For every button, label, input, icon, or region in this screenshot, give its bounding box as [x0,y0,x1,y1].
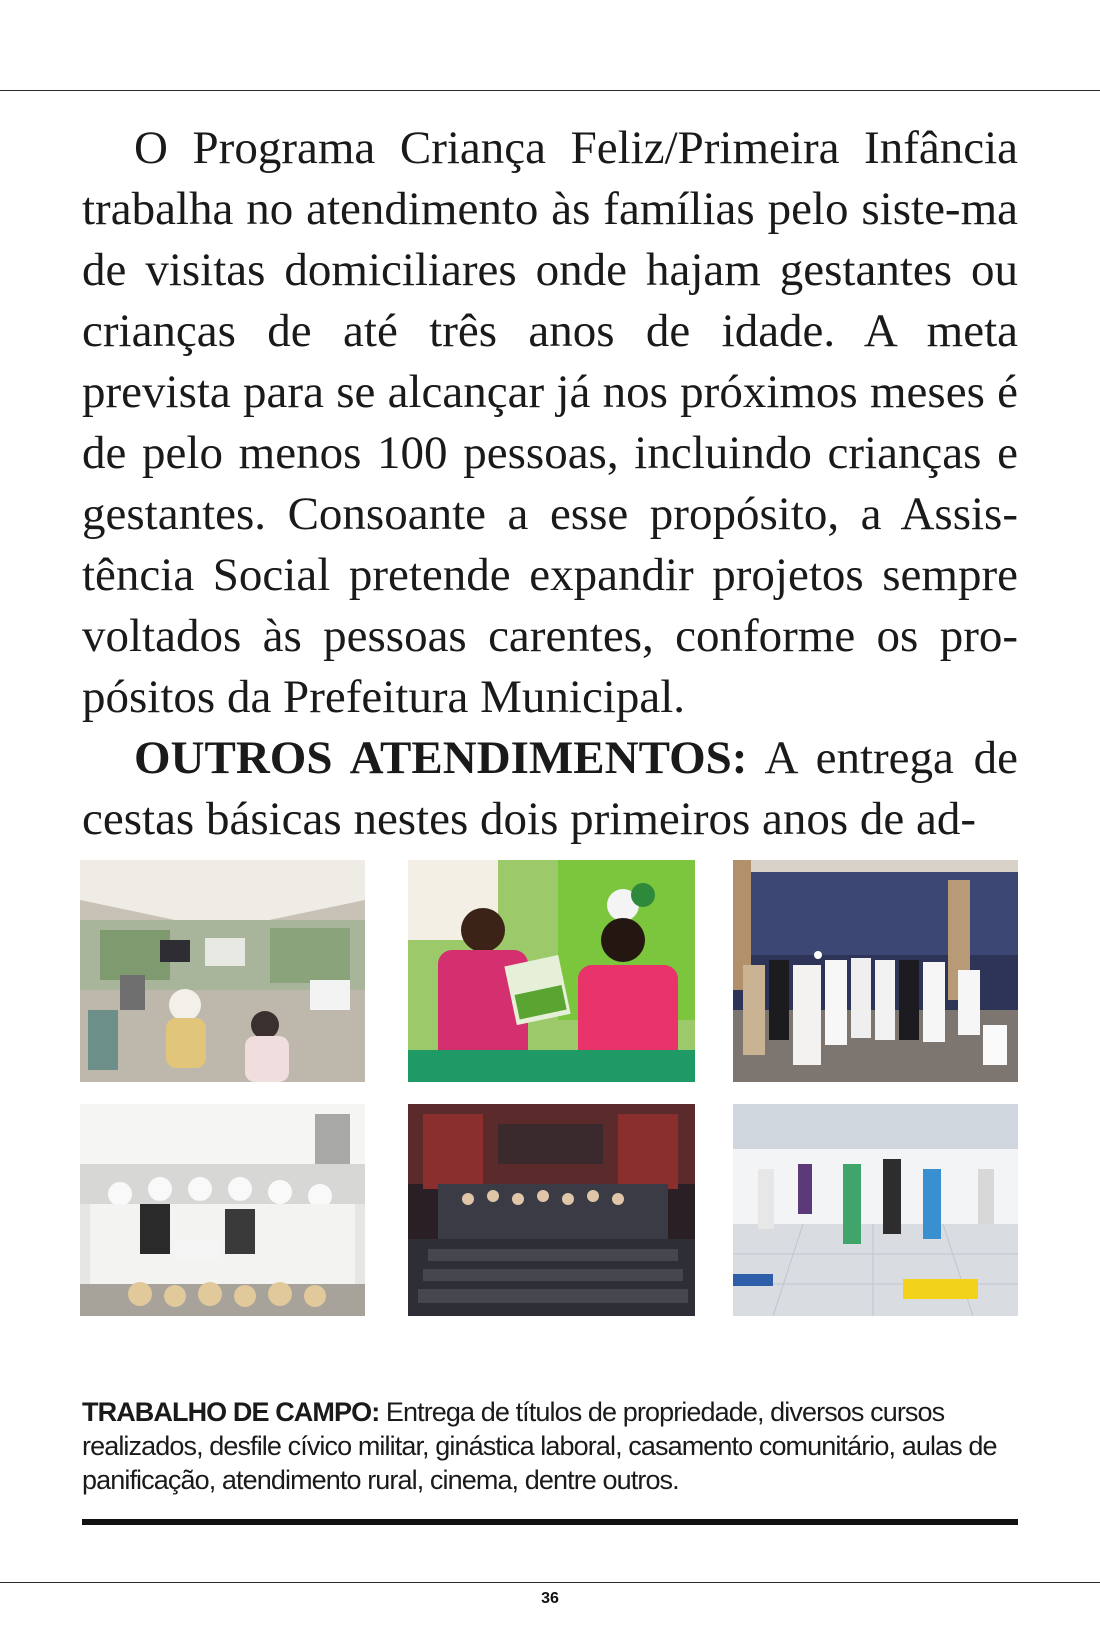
photo-meeting-under-tent [80,860,365,1082]
caption-rule [82,1519,1018,1525]
section-heading-outros-atendimentos: OUTROS ATENDIMENTOS: [134,732,748,784]
paragraph-outros-atendimentos-text: A entrega de cestas básicas nestes dois primeiros anos de ad- [82,732,1018,845]
photo-gymnastics [733,1104,1018,1316]
photo-bakery-class [80,1104,365,1316]
paragraph-outros-atendimentos [82,728,1018,850]
photo-cinema [408,1104,695,1316]
photo-caption [82,1395,1022,1497]
top-rule [0,90,1100,91]
caption-text: Entrega de títulos de propriedade, diversos cursos realizados, desfile cívico militar, ginástica laboral, casamento comunitário, aulas de panificação, atendimento rural, cinema, dentre outros. [82,1397,997,1495]
paragraph-programa-crianca-feliz: O Programa Criança Feliz/Primeira Infância trabalha no atendimento às famílias pelo siste-ma de visitas domiciliares onde hajam gestantes ou crianças de até três anos de idade. A meta prevista para se alcançar já nos próximos meses é de pelo menos 100 pessoas, incluindo crianças e gestantes. Consoante a esse propósito, a Assis-tência Social pretende expandir projetos sempre voltados às pessoas carentes, conforme os pro-pósitos da Prefeitura Municipal. [82,122,1018,723]
photo-document-handover [408,860,695,1082]
caption-label: TRABALHO DE CAMPO: [82,1397,380,1427]
bottom-rule [0,1582,1100,1583]
article-body [82,118,1018,850]
photo-community-wedding [733,860,1018,1082]
page-number: 36 [541,1590,559,1607]
